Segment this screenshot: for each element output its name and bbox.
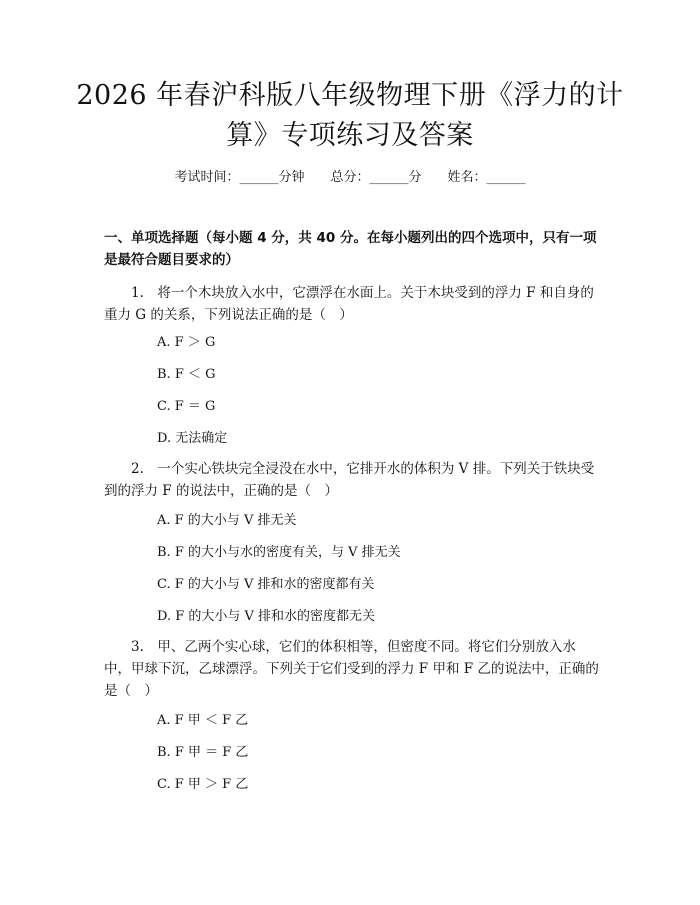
document-title: 2026 年春沪科版八年级物理下册《浮力的计算》专项练习及答案 — [76, 80, 624, 151]
question-3-stem: 3. 甲、乙两个实心球，它们的体积相等，但密度不同。将它们分别放入水中，甲球下沉，乙球漂浮。下列关于它们受到的浮力 F 甲和 F 乙的说法中，正确的是（ ） — [104, 639, 599, 699]
question-1-option-b: B. F ＜ G — [157, 367, 216, 382]
question-1-option-d: D. 无法确定 — [157, 431, 228, 446]
question-2-stem: 2. 一个实心铁块完全浸没在水中，它排开水的体积为 V 排。下列关于铁块受到的浮力 F 的说法中，正确的是（ ） — [104, 461, 595, 499]
question-3-option-b: B. F 甲 ＝ F 乙 — [157, 745, 249, 760]
exam-score: 总分：______分 — [330, 170, 422, 185]
student-name: 姓名：______ — [447, 170, 526, 185]
section-heading: 一、单项选择题（每小题 4 分，共 40 分。在每小题列出的四个选项中，只有一项是最符合题目要求的） — [104, 230, 597, 268]
question-3-option-c: C. F 甲 ＞ F 乙 — [157, 777, 249, 792]
question-1-option-c: C. F ＝ G — [157, 399, 216, 414]
question-1-option-a: A. F ＞ G — [157, 335, 216, 350]
question-3-option-a: A. F 甲 ＜ F 乙 — [157, 713, 249, 728]
question-2-option-d: D. F 的大小与 V 排和水的密度都无关 — [157, 609, 376, 624]
question-2-option-a: A. F 的大小与 V 排无关 — [157, 513, 297, 528]
question-2-option-b: B. F 的大小与水的密度有关，与 V 排无关 — [157, 545, 401, 560]
exam-time: 考试时间：______分钟 — [174, 170, 305, 185]
exam-meta — [0, 168, 700, 188]
question-2-option-c: C. F 的大小与 V 排和水的密度都有关 — [157, 577, 375, 592]
question-1-stem: 1. 将一个木块放入水中，它漂浮在水面上。关于木块受到的浮力 F 和自身的重力 G 的关系，下列说法正确的是（ ） — [104, 285, 594, 323]
